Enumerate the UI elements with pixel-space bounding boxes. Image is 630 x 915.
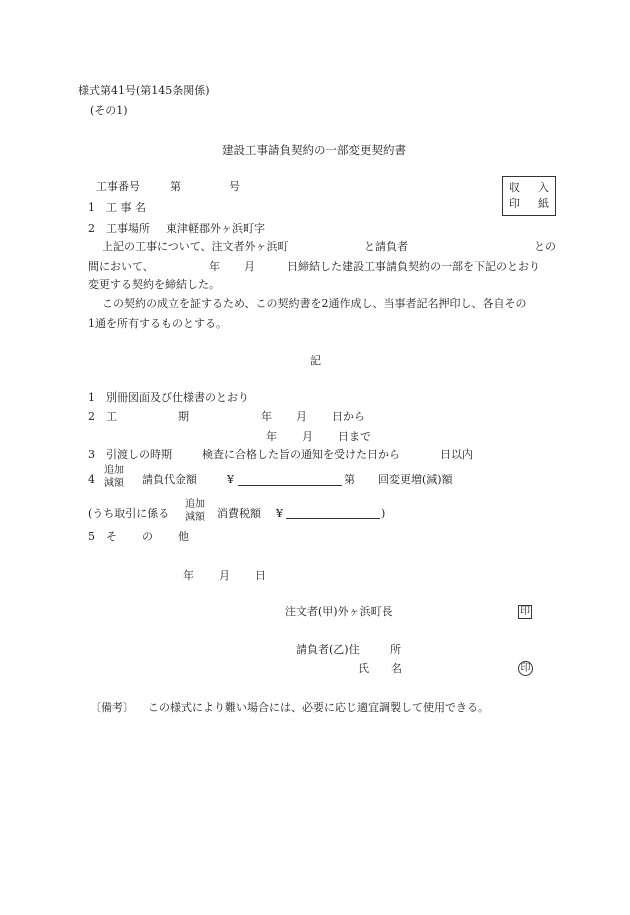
- ki-heading: 記: [310, 354, 321, 367]
- month-label: 月: [244, 260, 255, 273]
- add-label: 追加: [104, 465, 124, 476]
- item-text: ): [381, 507, 386, 520]
- item-text: 検査に合格した旨の通知を受けた日から: [202, 448, 400, 461]
- stamp-box-char: 入: [538, 181, 549, 194]
- item-text: (うち取引に係る: [88, 507, 170, 520]
- item-number: 2: [88, 410, 95, 423]
- amount-underline: [238, 485, 342, 486]
- item-text: 日から: [332, 410, 365, 423]
- month-label: 月: [302, 430, 313, 443]
- item-number: 2: [88, 222, 95, 235]
- address-label: 所: [390, 643, 401, 656]
- page-title: 建設工事請負契約の一部変更契約書: [222, 143, 406, 157]
- revenue-stamp-box: [502, 176, 556, 216]
- note-label: 〔備考〕: [90, 701, 134, 714]
- construction-site-label: 工事場所: [106, 222, 150, 235]
- item-text: 他: [178, 530, 189, 543]
- item-text: 日以内: [440, 448, 473, 461]
- orderer-label: 注文者(甲)外ヶ浜町長: [285, 605, 393, 618]
- body-text: との: [534, 240, 556, 253]
- item-text: 引渡しの時期: [106, 448, 172, 461]
- add-reduce-stack: [104, 464, 124, 490]
- stamp-box-char: 収: [509, 181, 520, 194]
- stamp-box-char: 紙: [538, 197, 549, 210]
- item-number: 5: [88, 530, 95, 543]
- item-text: 別冊図面及び仕様書のとおり: [106, 391, 249, 404]
- add-label: 追加: [185, 499, 205, 510]
- body-text: 1通を所有するものとする。: [88, 317, 227, 330]
- yen-sign: ¥: [276, 507, 283, 520]
- yen-sign: ¥: [227, 473, 234, 486]
- reduce-label: 減額: [185, 512, 205, 523]
- construction-site-value: 東津軽郡外ヶ浜町字: [166, 222, 265, 235]
- body-text: 上記の工事について、注文者外ヶ浜町: [102, 240, 289, 253]
- item-text: 工: [106, 410, 117, 423]
- item-text: 消費税額: [217, 507, 261, 520]
- item-number: 1: [88, 391, 95, 404]
- body-text: この契約の成立を証するため、この契約書を2通作成し、当事者記名押印し、各自その: [102, 297, 527, 310]
- month-label: 月: [219, 569, 230, 582]
- reduce-label: 減額: [104, 478, 124, 489]
- add-reduce-stack: [185, 498, 205, 524]
- month-label: 月: [296, 410, 307, 423]
- body-text: 日締結した建設工事請負契約の一部を下記のとおり: [287, 260, 540, 273]
- body-text: 変更する契約を締結した。: [88, 278, 220, 291]
- seal-mark: 印: [520, 606, 530, 617]
- item-number: 3: [88, 448, 95, 461]
- year-label: 年: [209, 260, 220, 273]
- name-label-b: 名: [391, 662, 402, 675]
- year-label: 年: [183, 569, 194, 582]
- form-sub-number: (その1): [90, 104, 128, 117]
- body-text: と請負者: [364, 240, 408, 253]
- dai-label: 第: [170, 180, 181, 193]
- contractor-label: 請負者(乙)住: [296, 643, 360, 656]
- amount-underline: [286, 518, 380, 519]
- name-label-a: 氏: [358, 662, 369, 675]
- item-text: そ: [106, 530, 117, 543]
- go-label: 号: [229, 180, 240, 193]
- construction-name-label: 工 事 名: [106, 201, 146, 214]
- item-text: 請負代金額: [142, 473, 197, 486]
- item-text: 第: [344, 473, 355, 486]
- item-text: 回変更増(減)額: [378, 473, 453, 486]
- stamp-box-char: 印: [509, 197, 520, 210]
- item-text: 期: [178, 410, 189, 423]
- item-number: 1: [88, 201, 95, 214]
- note-text: この様式により難い場合には、必要に応じ適宜調製して使用できる。: [148, 701, 489, 714]
- item-number: 4: [88, 473, 95, 486]
- item-text: 日まで: [338, 430, 371, 443]
- year-label: 年: [266, 430, 277, 443]
- seal-mark: 印: [518, 661, 533, 676]
- form-number: 様式第41号(第145条関係): [78, 84, 210, 97]
- day-label: 日: [255, 569, 266, 582]
- body-text: 間において、: [88, 260, 154, 273]
- year-label: 年: [261, 410, 272, 423]
- item-text: の: [142, 530, 153, 543]
- construction-number-label: 工事番号: [96, 180, 140, 193]
